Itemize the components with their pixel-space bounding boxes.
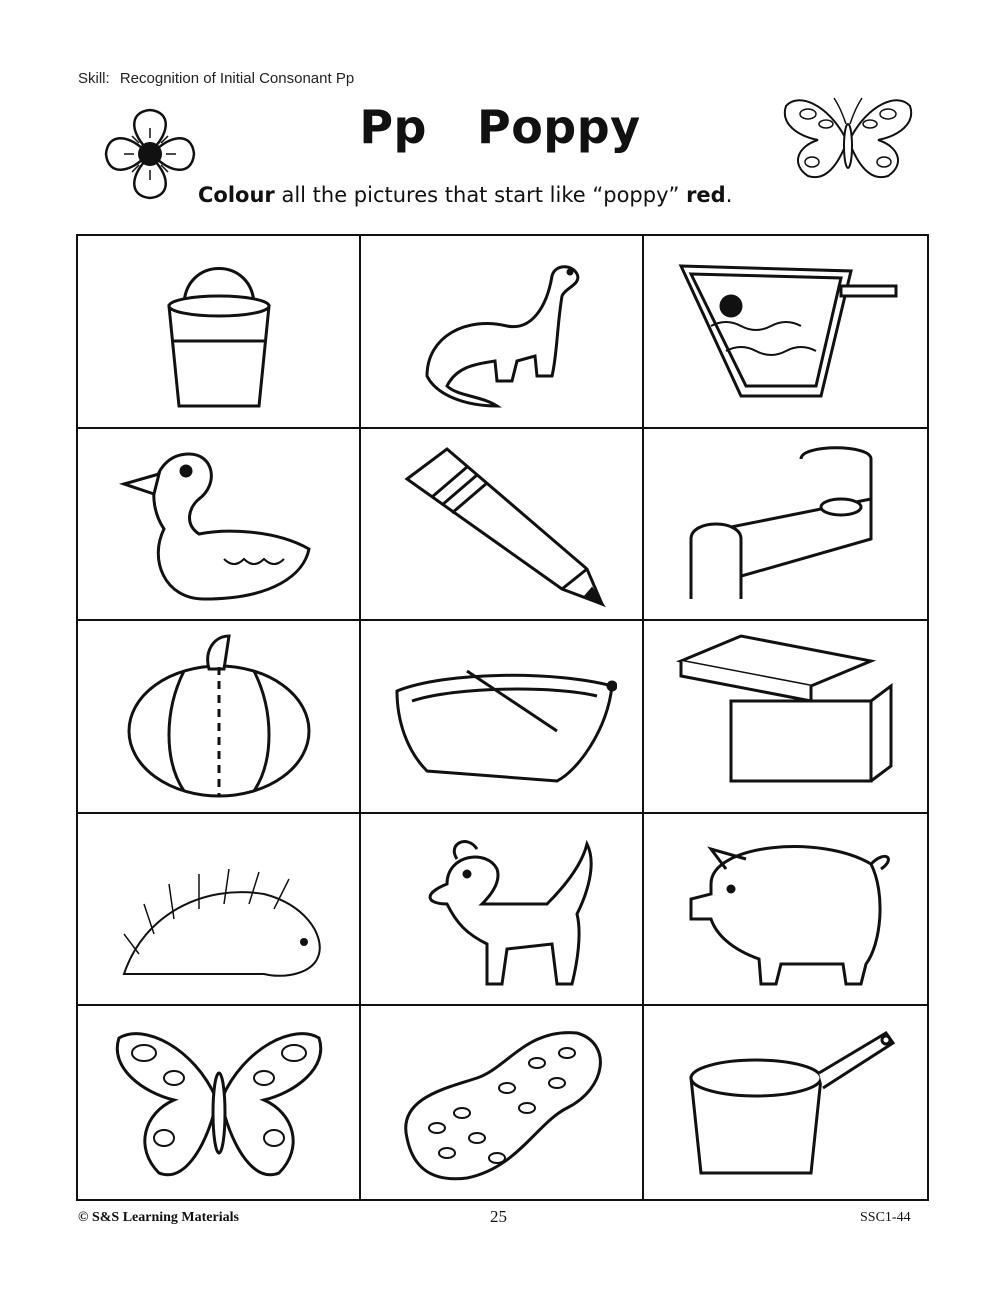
dog-icon (387, 824, 617, 994)
title-word: Poppy (476, 100, 641, 154)
instruction-text (198, 183, 732, 207)
duck-icon (104, 439, 334, 609)
pencil-icon (387, 439, 617, 609)
butterfly-icon (778, 84, 918, 194)
pot-icon (671, 1018, 901, 1188)
picture-cell-pumpkin[interactable] (78, 621, 361, 814)
peanut-icon (387, 1018, 617, 1188)
skill-label: Skill: (78, 70, 110, 87)
picture-cell-rowboat[interactable] (361, 621, 644, 814)
skill-line (78, 70, 354, 87)
pumpkin-icon (104, 631, 334, 801)
picture-cell-porcupine[interactable] (78, 814, 361, 1007)
picture-cell-pig[interactable] (644, 814, 927, 1007)
instruction-middle: all the pictures that start like “poppy” (274, 183, 687, 207)
picture-cell-dog[interactable] (361, 814, 644, 1007)
skill-text: Recognition of Initial Consonant Pp (119, 70, 355, 87)
instruction-end: . (725, 183, 733, 207)
picture-cell-box[interactable] (644, 621, 927, 814)
instruction-bold-end: red (686, 183, 726, 207)
picture-cell-butterfly[interactable] (78, 1006, 361, 1199)
picture-grid (76, 234, 929, 1201)
picture-cell-pail[interactable] (78, 236, 361, 429)
butterfly-icon (104, 1018, 334, 1188)
box-icon (671, 631, 901, 801)
pig-icon (671, 824, 901, 994)
pail-icon (104, 246, 334, 416)
picture-cell-duck[interactable] (78, 429, 361, 622)
footer-copyright: © S&S Learning Materials (78, 1210, 239, 1225)
picture-cell-pencil[interactable] (361, 429, 644, 622)
footer-code: SSC1-44 (860, 1210, 911, 1225)
dinosaur-icon (387, 246, 617, 416)
bed-icon (671, 439, 901, 609)
swimming-pool-icon (671, 246, 901, 416)
instruction-bold-start: Colour (198, 183, 275, 207)
picture-cell-bed[interactable] (644, 429, 927, 622)
title-letters: Pp (359, 100, 427, 154)
picture-cell-peanut[interactable] (361, 1006, 644, 1199)
footer-page-number: 25 (490, 1207, 507, 1226)
porcupine-icon (104, 824, 334, 994)
picture-cell-dinosaur[interactable] (361, 236, 644, 429)
rowboat-icon (387, 631, 617, 801)
picture-cell-swimming-pool[interactable] (644, 236, 927, 429)
picture-cell-pot[interactable] (644, 1006, 927, 1199)
